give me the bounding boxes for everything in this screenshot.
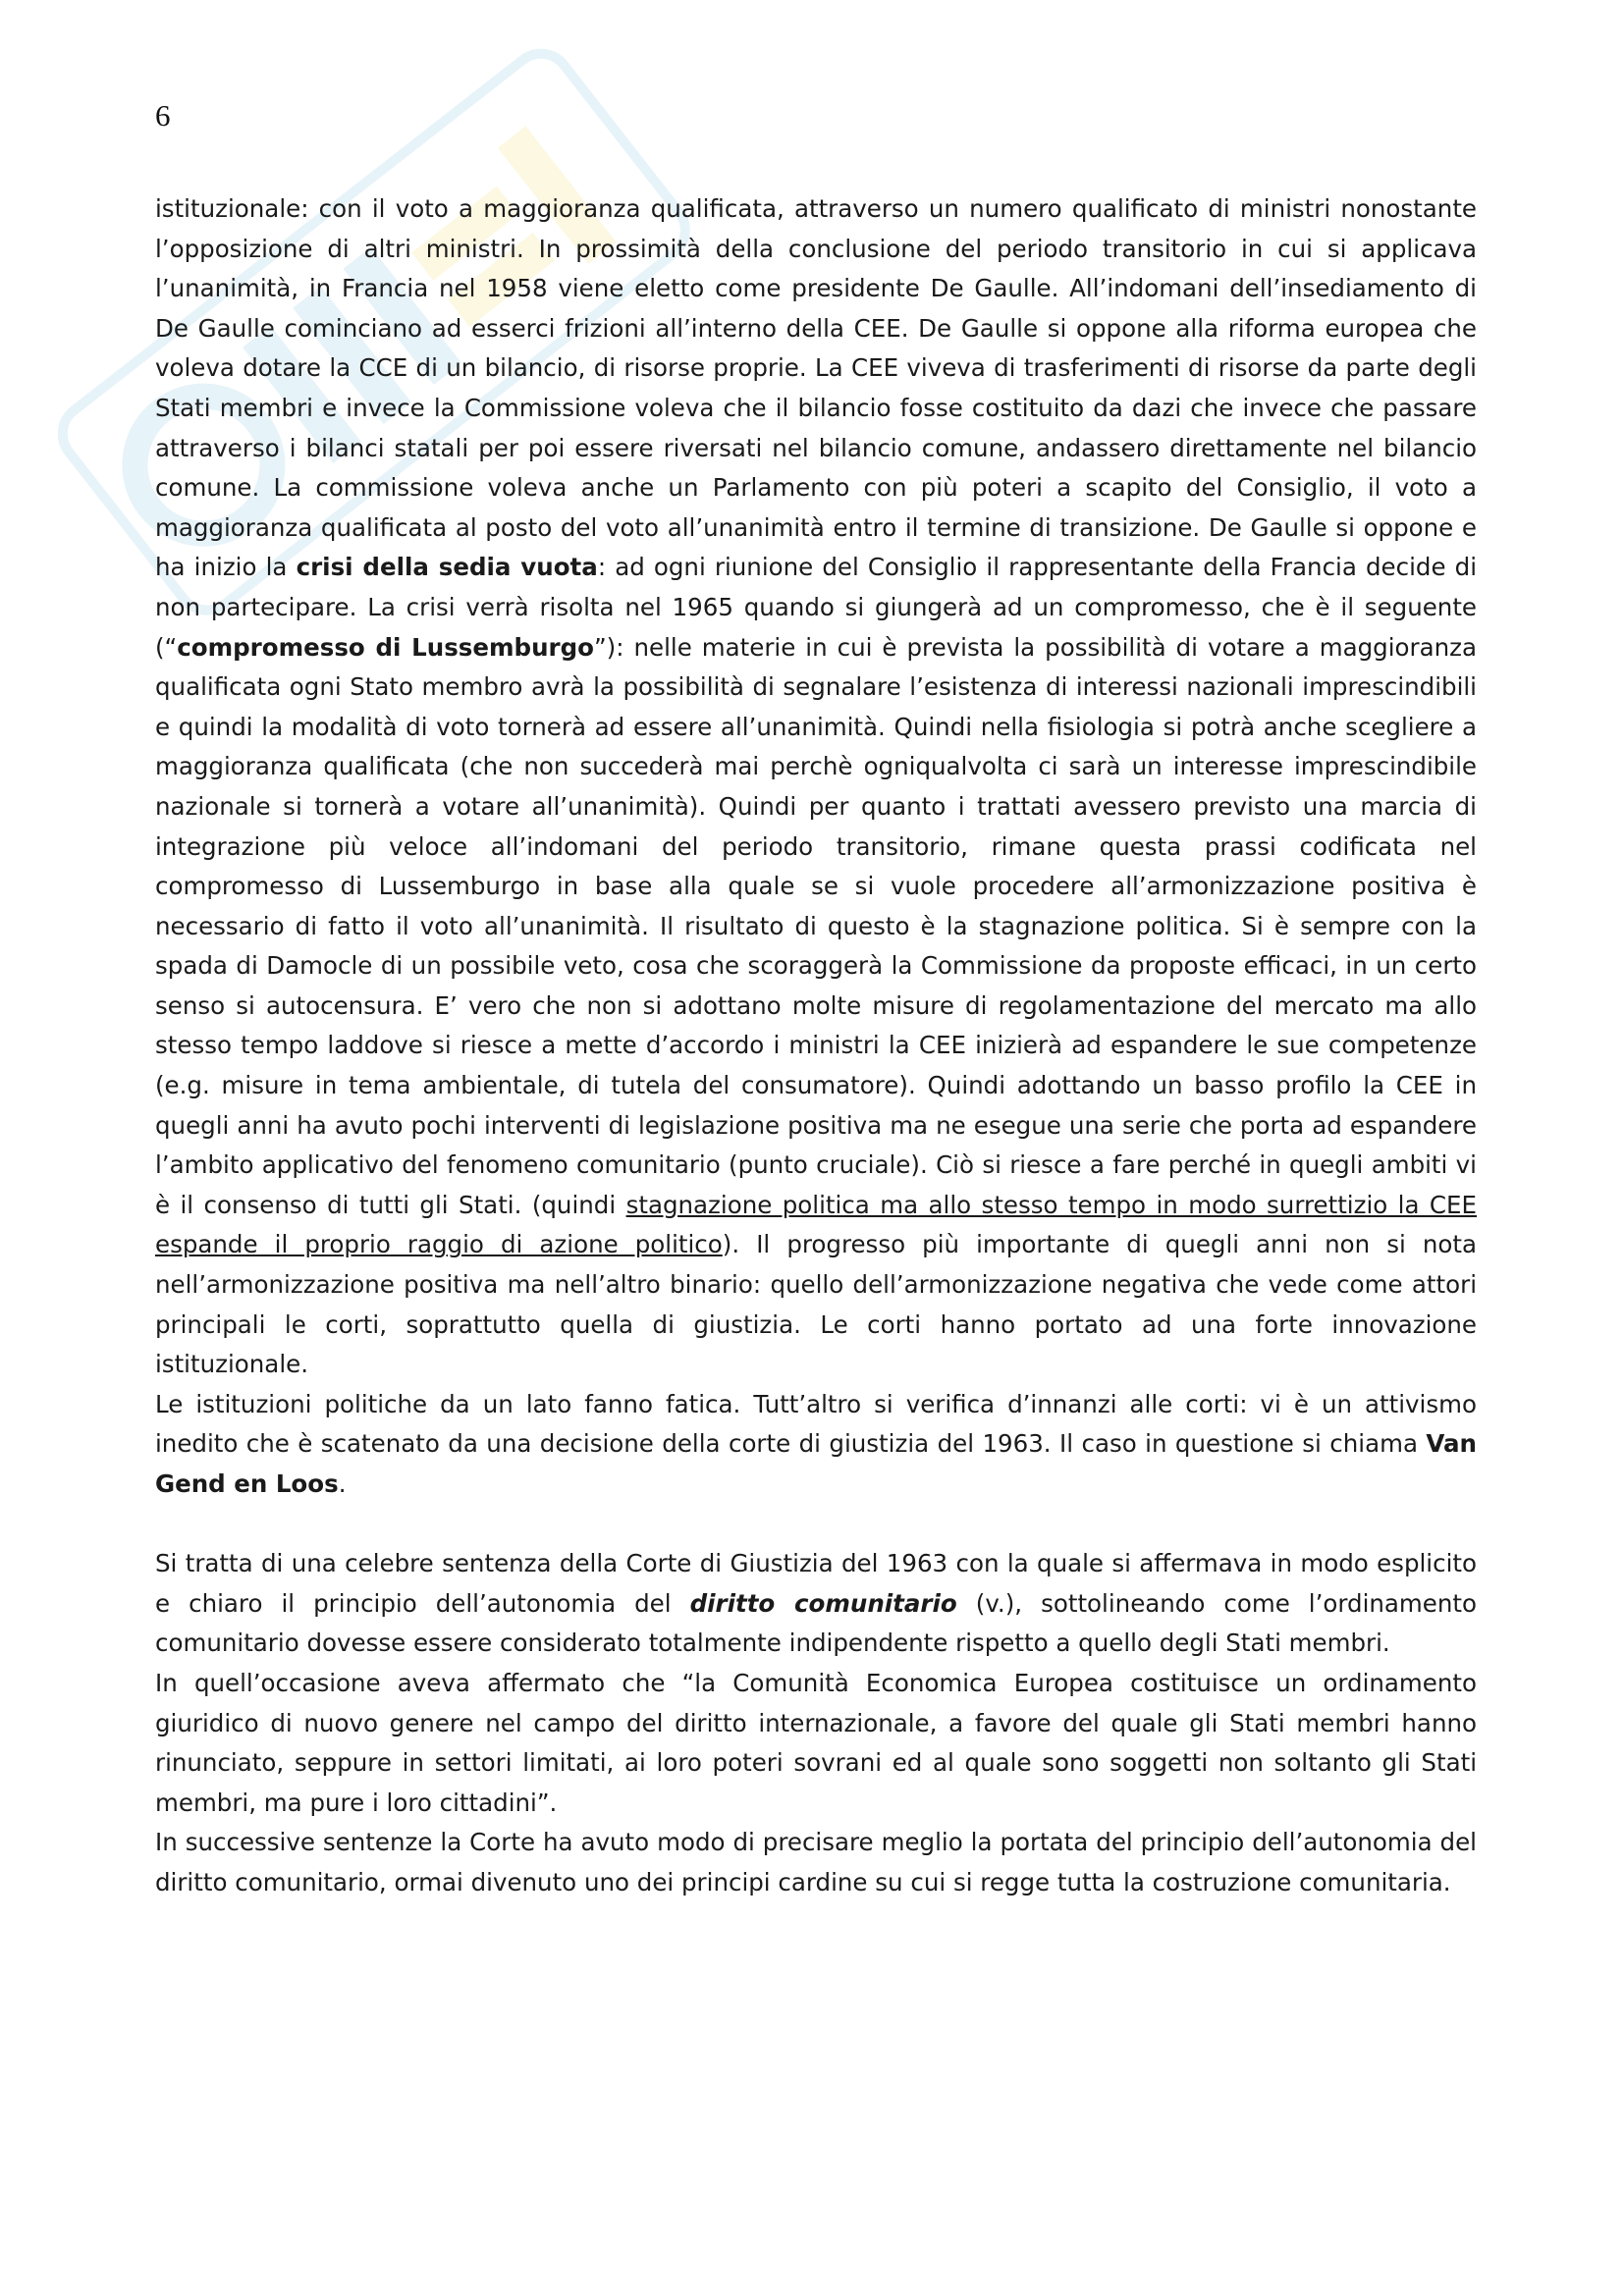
text-run: Si tratta di una celebre sentenza della Corte di Giustizia del 1963 con la quale si affermava in modo esplicito e chiaro il principio dell’autonomia del bbox=[155, 1549, 1477, 1618]
text-run: (v.), sottolineando come l’ordinamento comunitario dovesse essere considerato totalmente indipendente rispetto a quello degli Stati membri. bbox=[155, 1588, 1477, 1658]
paragraph bbox=[155, 1823, 1477, 1902]
text-run: . bbox=[338, 1469, 347, 1498]
body-text bbox=[155, 189, 1477, 1903]
paragraph bbox=[155, 1385, 1477, 1505]
paragraph bbox=[155, 1664, 1477, 1823]
bold-term: Van Gend en Loos bbox=[155, 1429, 1477, 1498]
bold-italic-term: diritto comunitario bbox=[689, 1588, 957, 1618]
text-run: : ad ogni riunione del Consiglio il rappresentante della Francia decide di non partecipare. La crisi verrà risolta nel 1965 quando si giungerà ad un compromesso, che è il seguente (“ bbox=[155, 553, 1478, 662]
page-number: 6 bbox=[155, 98, 171, 133]
text-run: ”): nelle materie in cui è prevista la possibilità di votare a maggioranza qualificata ogni Stato membro avrà la possibilità di segnalare l’esistenza di interessi nazionali imprescindibili e quindi la modalità di voto tornerà ad essere all’unanimità. Quindi nella fisiologia si potrà anche scegliere a maggioranza qualificata (che non succederà mai perchè ogniqualvolta ci sarà un interesse imprescindibile nazionale si tornerà a votare all’unanimità). Quindi per quanto i trattati avessero previsto una marcia di integrazione più veloce all’indomani del periodo transitorio, rimane questa prassi codificata nel compromesso di Lussemburgo in base alla quale se si vuole procedere all’armonizzazione positiva è necessario di fatto il voto all’unanimità. Il risultato di questo è la stagnazione politica. Si è sempre con la spada di Damocle di un possibile veto, cosa che scoraggerà la Commissione da proposte efficaci, in un certo senso si autocensura. E’ vero che non si adottano molte misure di regolamentazione del mercato ma allo stesso tempo laddove si riesce a mette d’accordo i ministri la CEE inizierà ad espandere le sue competenze (e.g. misure in tema ambientale, di tutela del consumatore). Quindi adottando un basso profilo la CEE in quegli anni ha avuto pochi interventi di legislazione positiva ma ne esegue una serie che porta ad espandere l’ambito applicativo del fenomeno comunitario (punto cruciale). Ciò si riesce a fare perché in quegli ambiti vi è il consenso di tutti gli Stati. (quindi bbox=[155, 632, 1477, 1219]
paragraph bbox=[155, 189, 1477, 1385]
bold-term: compromesso di Lussemburgo bbox=[177, 632, 594, 662]
text-run: Le istituzioni politiche da un lato fanno fatica. Tutt’altro si verifica d’innanzi alle corti: vi è un attivismo inedito che è scatenato da una decisione della corte di giustizia del 1963. Il caso in questione si chiama bbox=[155, 1389, 1477, 1459]
text-run: In successive sentenze la Corte ha avuto modo di precisare meglio la portata del principio dell’autonomia del diritto comunitario, ormai divenuto uno dei principi cardine su cui si regge tutta la costruzione comunitaria. bbox=[155, 1828, 1477, 1896]
bold-term: crisi della sedia vuota bbox=[296, 553, 598, 582]
paragraph bbox=[155, 1544, 1477, 1664]
text-run: In quell’occasione aveva affermato che “la Comunità Economica Europea costituisce un ordinamento giuridico di nuovo genere nel campo del diritto internazionale, a favore del quale gli Stati membri hanno rinunciato, seppure in settori limitati, ai loro poteri sovrani ed al quale sono soggetti non soltanto gli Stati membri, ma pure i loro cittadini”. bbox=[155, 1668, 1477, 1817]
text-run: istituzionale: con il voto a maggioranza qualificata, attraverso un numero qualificato di ministri nonostante l’opposizione di altri ministri. In prossimità della conclusione del periodo transitorio in cui si applicava l’unanimità, in Francia nel 1958 viene eletto come presidente De Gaulle. All’indomani dell’insediamento di De Gaulle cominciano ad esserci frizioni all’interno della CEE. De Gaulle si oppone alla riforma europea che voleva dotare la CCE di un bilancio, di risorse proprie. La CEE viveva di trasferimenti di risorse da parte degli Stati membri e invece la Commissione voleva che il bilancio fosse costituito da dazi che invece che passare attraverso i bilanci statali per poi essere riversati nel bilancio comune, andassero direttamente nel bilancio comune. La commissione voleva anche un Parlamento con più poteri a scapito del Consiglio, il voto a maggioranza qualificata al posto del voto all’unanimità entro il termine di transizione. De Gaulle si oppone e ha inizio la bbox=[155, 194, 1477, 582]
underlined-text: stagnazione politica ma allo stesso tempo in modo surrettizio la CEE espande il proprio raggio di azione politico bbox=[155, 1190, 1477, 1259]
text-run: ). Il progresso più importante di quegli anni non si nota nell’armonizzazione positiva ma nell’altro binario: quello dell’armonizzazione negativa che vede come attori principali le corti, soprattutto quella di giustizia. Le corti hanno portato ad una forte innovazione istituzionale. bbox=[155, 1230, 1477, 1379]
